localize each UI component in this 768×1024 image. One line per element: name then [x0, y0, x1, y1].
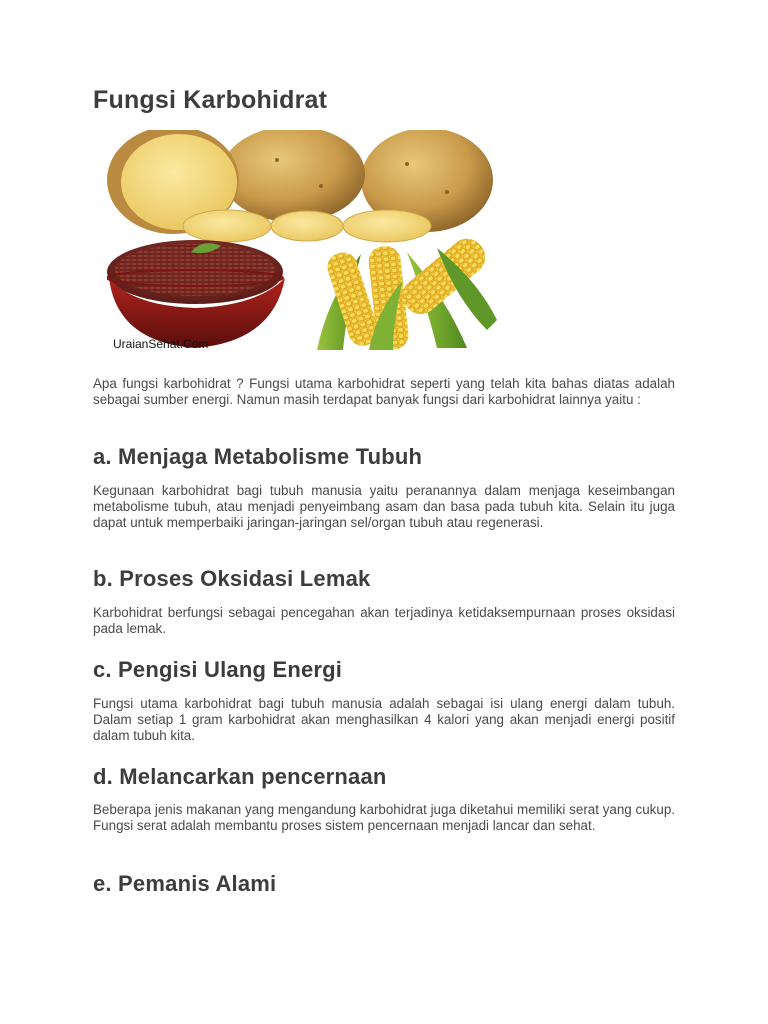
section-heading-b: b. Proses Oksidasi Lemak [93, 566, 371, 591]
section-body-b: Karbohidrat berfungsi sebagai pencegahan akan terjadinya ketidaksempurnaan proses oksidasi pada lemak. [93, 605, 675, 636]
section-heading-e: e. Pemanis Alami [93, 871, 277, 896]
section-heading-a: a. Menjaga Metabolisme Tubuh [93, 444, 423, 469]
corn-icon [317, 232, 497, 352]
section-heading-d: d. Melancarkan pencernaan [93, 764, 387, 789]
section-body-d: Beberapa jenis makanan yang mengandung karbohidrat juga diketahui memiliki serat yang cukup. Fungsi serat adalah membantu proses sistem pencernaan menjadi lancar dan sehat. [93, 802, 675, 833]
page-title: Fungsi Karbohidrat [93, 86, 328, 114]
image-watermark: UraianSehat.Com [113, 337, 209, 351]
carbohydrate-foods-image [107, 130, 503, 354]
section-body-a: Kegunaan karbohidrat bagi tubuh manusia yaitu peranannya dalam menjaga keseimbangan metabolisme tubuh, atau menjadi penyeimbang asam dan basa pada tubuh kita. Selain itu juga dapat untuk memperbaiki jaringan-jaringan sel/organ tubuh atau regenerasi. [93, 483, 675, 530]
section-heading-c: c. Pengisi Ulang Energi [93, 657, 343, 682]
potato-icon [107, 130, 503, 242]
section-body-c: Fungsi utama karbohidrat bagi tubuh manusia adalah sebagai isi ulang energi dalam tubuh. Dalam setiap 1 gram karbohidrat akan menghasilkan 4 kalori yang akan menjadi energi positif dalam tubuh kita. [93, 696, 675, 743]
red-rice-bowl-icon [107, 240, 285, 348]
intro-paragraph: Apa fungsi karbohidrat ? Fungsi utama karbohidrat seperti yang telah kita bahas diatas adalah sebagai sumber energi. Namun masih terdapat banyak fungsi dari karbohidrat lainnya yaitu : [93, 376, 675, 407]
